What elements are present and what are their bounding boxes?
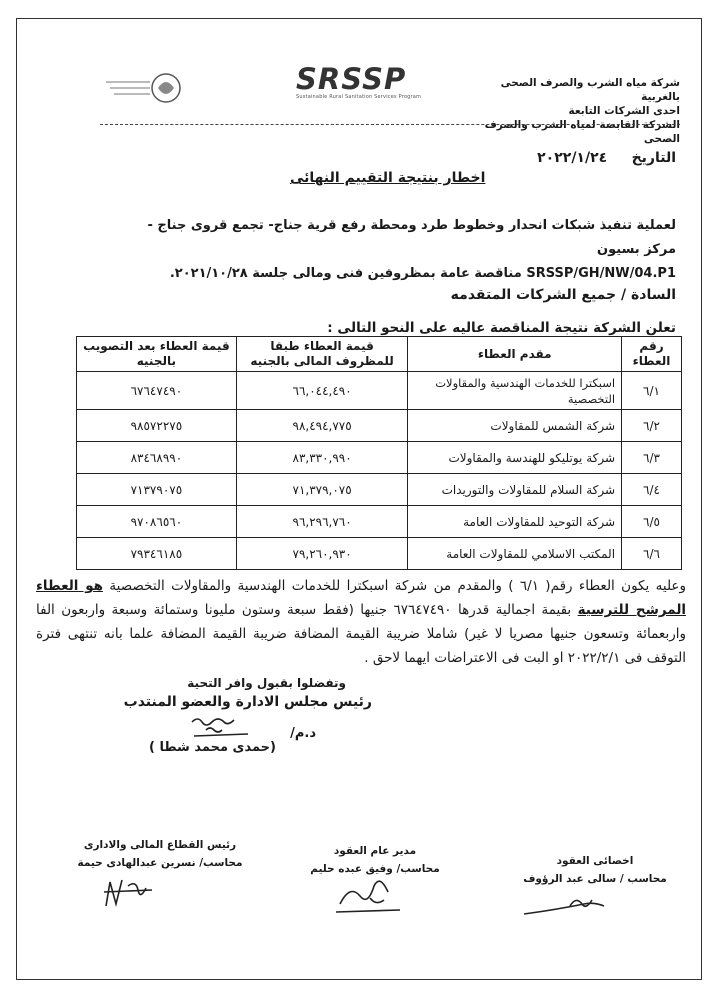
bid-no: ٦/١ bbox=[622, 372, 682, 410]
subject-session: مناقصة عامة بمظروفين فنى ومالى جلسة ٢٠٢١/١٠/٢٨. bbox=[169, 266, 522, 281]
financial-value: ٧١,٣٧٩,٠٧٥ bbox=[236, 474, 408, 506]
srssp-logo bbox=[296, 62, 426, 114]
announcement: تعلن الشركة نتيجة المناقصة عاليه على النحو التالى : bbox=[327, 320, 676, 336]
contracts-specialist-name: محاسب / سالى عبد الرؤوف bbox=[523, 873, 667, 885]
financial-value: ٩٦,٢٩٦,٧٦٠ bbox=[236, 506, 408, 538]
award-text-part-2: بقيمة اجمالية قدرها ٦٧٦٤٧٤٩٠ جنيها (فقط سبعة وستون مليونا وستمائة وسبعة واربعون الفا واربعمائة وتسعون جنيها مصريا لا غير) شاملا ضريبة القيمة المضافة ضريبة القيمة المضافة علما بانه تنتهى فترة التوقف فى ٢٠٢٢/٢/١ او البت فى الاعتراضات ايهما لاحق . bbox=[36, 602, 686, 666]
bidder-name: المكتب الاسلامي للمقاولات العامة bbox=[408, 538, 622, 570]
award-text-part-1: وعليه يكون العطاء رقم( ٦/١ ) والمقدم من شركة اسبكترا للخدمات الهندسية والمقاولات التخصصية bbox=[109, 578, 686, 594]
contracts-specialist-signature-icon bbox=[520, 890, 620, 920]
tender-code: SRSSP/GH/NW/04.P1 bbox=[526, 266, 676, 281]
finance-head-signature-icon bbox=[100, 872, 160, 912]
corrected-value: ٨٣٤٦٨٩٩٠ bbox=[77, 442, 237, 474]
corrected-value: ٧٩٣٤٦١٨٥ bbox=[77, 538, 237, 570]
footer-contracts-specialist bbox=[510, 852, 680, 888]
closing-greeting: وتفضلوا بقبول وافر التحية bbox=[187, 676, 346, 690]
subject-line-1: لعملية تنفيذ شبكات انحدار وخطوط طرد ومحطة رفع قرية جناج- تجمع قروى جناج - مركز بسيون bbox=[147, 218, 676, 257]
salutation: السادة / جميع الشركات المتقدمه bbox=[450, 287, 676, 303]
bidder-name: اسبكترا للخدمات الهندسية والمقاولات التخصصية bbox=[408, 372, 622, 410]
contracts-specialist-title: اخصائى العقود bbox=[556, 855, 634, 867]
table-row bbox=[77, 474, 682, 506]
date-label: التاريخ bbox=[631, 150, 676, 166]
contracts-director-title: مدير عام العقود bbox=[333, 845, 417, 857]
chairman-signature-icon bbox=[186, 712, 266, 742]
document-title: اخطار بنتيجة التقييم النهائى bbox=[290, 170, 486, 186]
financial-value: ٨٣,٣٣٠,٩٩٠ bbox=[236, 442, 408, 474]
financial-value: ٧٩,٢٦٠,٩٣٠ bbox=[236, 538, 408, 570]
contracts-director-signature-icon bbox=[330, 868, 420, 918]
finance-head-name: محاسب/ نسرين عبدالهادى حيمة bbox=[77, 857, 243, 869]
company-header bbox=[470, 76, 680, 146]
finance-head-title: رئيس القطاع المالى والادارى bbox=[83, 839, 237, 851]
subject-line-2 bbox=[116, 262, 676, 286]
bid-no: ٦/٣ bbox=[622, 442, 682, 474]
chairman-name: (حمدى محمد شطا ) bbox=[149, 740, 276, 755]
company-line-1: شركة مياه الشرب والصرف الصحى بالغربية bbox=[500, 77, 680, 103]
chairman-prefix: د.م/ bbox=[290, 726, 316, 741]
header-bidder: مقدم العطاء bbox=[408, 337, 622, 372]
table-row bbox=[77, 442, 682, 474]
table-header-row bbox=[77, 337, 682, 372]
corrected-value: ٦٧٦٤٧٤٩٠ bbox=[77, 372, 237, 410]
bidder-name: شركة التوحيد للمقاولات العامة bbox=[408, 506, 622, 538]
table-row bbox=[77, 538, 682, 570]
bidder-name: شركة السلام للمقاولات والتوريدات bbox=[408, 474, 622, 506]
date-line bbox=[537, 150, 676, 166]
financial-value: ٦٦,٠٤٤,٤٩٠ bbox=[236, 372, 408, 410]
date-value: ٢٠٢٢/١/٢٤ bbox=[537, 150, 608, 166]
table-row bbox=[77, 372, 682, 410]
corrected-value: ٩٧٠٨٦٥٦٠ bbox=[77, 506, 237, 538]
bid-no: ٦/٥ bbox=[622, 506, 682, 538]
ministry-emblem-logo bbox=[104, 62, 184, 114]
corrected-value: ٧١٣٧٩٠٧٥ bbox=[77, 474, 237, 506]
bidder-name: شركة الشمس للمقاولات bbox=[408, 410, 622, 442]
subject bbox=[116, 214, 676, 286]
header-divider bbox=[100, 124, 680, 125]
bid-no: ٦/٦ bbox=[622, 538, 682, 570]
bid-no: ٦/٢ bbox=[622, 410, 682, 442]
bidder-name: شركة يوتليكو للهندسة والمقاولات bbox=[408, 442, 622, 474]
financial-value: ٩٨,٤٩٤,٧٧٥ bbox=[236, 410, 408, 442]
header-bid-no: رقم العطاء bbox=[622, 337, 682, 372]
company-line-2: احدى الشركات التابعة bbox=[568, 105, 680, 117]
contracts-director-name: محاسب/ وفيق عبده حليم bbox=[310, 863, 440, 875]
footer-finance-head bbox=[60, 836, 260, 872]
award-highlight: هو العطاء المرشح للترسية bbox=[36, 578, 687, 618]
corrected-value: ٩٨٥٧٢٢٧٥ bbox=[77, 410, 237, 442]
srssp-logo-subtext: Sustainable Rural Sanitation Services Program bbox=[296, 94, 422, 100]
chairman-title: رئيس مجلس الادارة والعضو المنتدب bbox=[123, 694, 372, 710]
bid-no: ٦/٤ bbox=[622, 474, 682, 506]
header-financial-value: قيمة العطاء طبقا للمظروف المالى بالجنيه bbox=[236, 337, 408, 372]
company-line-3: الشركة القابضة لمياه الشرب والصرف الصحى bbox=[484, 119, 680, 145]
header-corrected-value: قيمة العطاء بعد التصويب بالجنيه bbox=[77, 337, 237, 372]
srssp-logo-text: SRSSP bbox=[296, 62, 407, 96]
bids-table bbox=[76, 336, 682, 570]
award-paragraph bbox=[36, 574, 686, 670]
table-row bbox=[77, 506, 682, 538]
table-row bbox=[77, 410, 682, 442]
